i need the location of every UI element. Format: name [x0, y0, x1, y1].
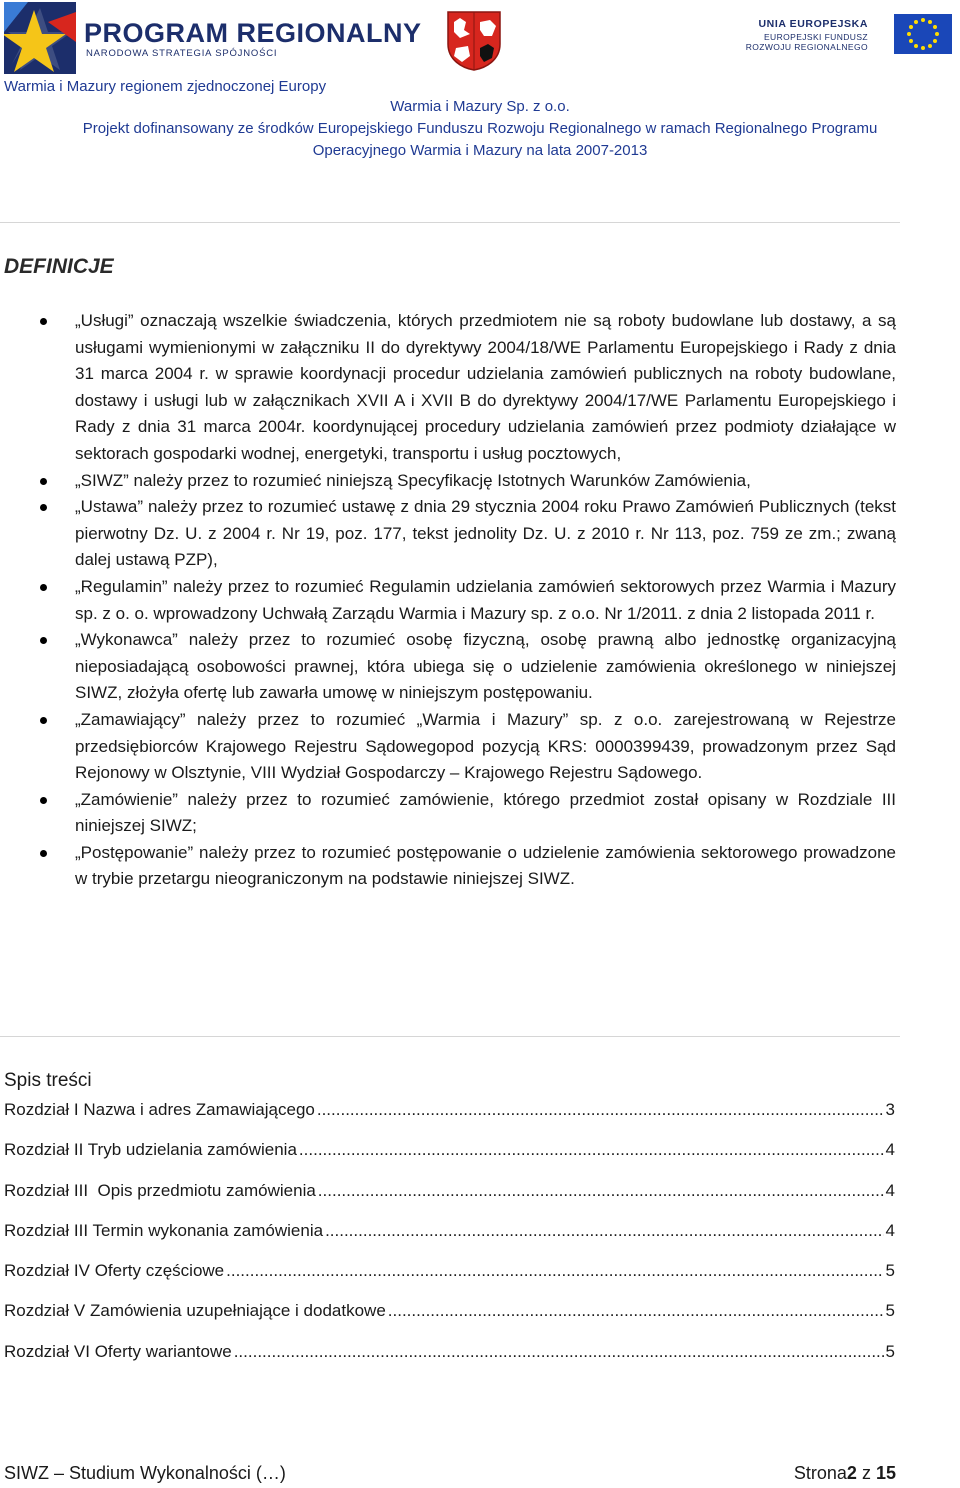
definition-item [0, 707, 896, 787]
bullet-icon [40, 797, 47, 804]
program-regionalny-title: PROGRAM REGIONALNY [84, 18, 422, 48]
toc-entry-page[interactable]: 4 [885, 1180, 895, 1200]
definition-text: „Zamawiający” należy przez to rozumieć „Warmia i Mazury” sp. z o.o. zarejestrowaną w Rejestrze przedsiębiorców Krajowego Rejestru Sądowegopod pozycją KRS: 0000399439, prowadzonym przez Sąd Rejonowy w Olsztynie, VIII Wydział Gospodarczy – Krajowego Rejestru Sądowego. [75, 709, 896, 783]
definition-text: „Wykonawca” należy przez to rozumieć osobę fizyczną, osobę prawną albo jednostkę organizacyjną nieposiadającą osobowości prawnej, która ubiega się o udzielenie zamówienia określonego w niniejszej SIWZ, złożyła ofertę lub zawarła umowę w niniejszym postępowaniu. [75, 630, 896, 703]
toc-entry-page[interactable]: 5 [885, 1301, 895, 1321]
definition-item [0, 308, 896, 468]
bullet-icon [40, 318, 47, 325]
definition-text: „Ustawa” należy przez to rozumieć ustawę z dnia 29 stycznia 2004 roku Prawo Zamówień Publicznych (tekst pierwotny Dz. U. z 2004 r. Nr 19, poz. 177, tekst jednolity Dz. U. z 2010 r. Nr 113, poz. 759 ze zm.; zwaną dalej ustawą PZP), [75, 497, 896, 570]
toc-leader-dots [318, 1181, 884, 1201]
definition-text: „Usługi” oznaczają wszelkie świadczenia, których przedmiotem nie są roboty budowlane lub dostawy, a są usługami wymienionymi w załączniku II do dyrektywy 2004/18/WE Parlamentu Europejskiego i Rady z dnia 31 marca 2004 r. w sprawie koordynacji procedur udzielania zamówień publicznych na roboty budowlane, dostawy i usługi lub w załącznikach XVII A i XVII B do dyrektywy 2004/17/WE Parlamentu Europejskiego i Rady z dnia 31 marca 2004r. koordynującej procedury udzielania zamówień przez podmioty działające w sektorach gospodarki wodnej, energetyki, transportu i usług pocztowych, [75, 311, 896, 463]
toc-entry-label[interactable]: Rozdział III Termin wykonania zamówienia [4, 1220, 324, 1240]
eu-flag-icon [894, 14, 952, 54]
bullet-icon [40, 717, 47, 724]
toc-leader-dots [226, 1261, 883, 1281]
toc-entry-label[interactable]: Rozdział IV Oferty częściowe [4, 1261, 225, 1281]
definition-text: „Zamówienie” należy przez to rozumieć zamówienie, którego przedmiot został opisany w Rozdziale III niniejszej SIWZ; [75, 789, 896, 836]
toc-entry[interactable] [4, 1140, 895, 1180]
toc-entry[interactable] [4, 1301, 895, 1341]
header-line-company: Warmia i Mazury Sp. z o.o. [390, 98, 570, 115]
eu-line-2: EUROPEJSKI FUNDUSZ [763, 32, 868, 42]
program-regionalny-star-icon [4, 2, 76, 74]
toc-leader-dots [234, 1342, 884, 1362]
toc-entry-page[interactable]: 4 [885, 1140, 895, 1160]
eu-line-1: UNIA EUROPEJSKA [758, 18, 868, 30]
program-regionalny-logo [4, 2, 422, 74]
bullet-icon [40, 637, 47, 644]
toc-entry-label[interactable]: Rozdział V Zamówienia uzupełniające i dodatkowe [4, 1301, 386, 1321]
bullet-icon [40, 504, 47, 511]
toc-entry[interactable] [4, 1100, 895, 1140]
definitions-list [0, 308, 960, 893]
toc-entry[interactable] [4, 1342, 895, 1382]
toc-leader-dots [325, 1221, 883, 1241]
warmia-mazury-crest-icon [444, 8, 504, 72]
definition-text: „Postępowanie” należy przez to rozumieć postępowanie o udzielenie zamówienia sektorowego prowadzone w trybie przetargu nieograniczonym na podstawie niniejszej SIWZ. [75, 842, 896, 889]
program-regionalny-subtitle: NARODOWA STRATEGIA SPÓJNOŚCI [86, 48, 278, 59]
toc-entry-page[interactable]: 5 [885, 1341, 895, 1361]
header-line-funding-2: Operacyjnego Warmia i Mazury na lata 2007-2013 [312, 142, 648, 159]
header-line-region-slogan: Warmia i Mazury regionem zjednoczonej Europy [4, 78, 327, 95]
table-of-contents [4, 1100, 895, 1382]
footer-page-current: 2 [846, 1463, 857, 1483]
definition-item [0, 574, 896, 627]
bullet-icon [40, 584, 47, 591]
eu-fund-text [746, 18, 868, 52]
toc-entry[interactable] [4, 1261, 895, 1301]
toc-entry-label[interactable]: Rozdział VI Oferty wariantowe [4, 1341, 232, 1361]
toc-entry[interactable] [4, 1181, 895, 1221]
toc-entry-label[interactable]: Rozdział III Opis przedmiotu zamówienia [4, 1180, 316, 1200]
bullet-icon [40, 478, 47, 485]
definition-item [0, 787, 896, 840]
definition-item [0, 840, 896, 893]
eu-fund-logo [736, 14, 956, 58]
toc-entry-page[interactable]: 5 [885, 1261, 895, 1281]
definitions-heading: DEFINICJE [4, 255, 114, 278]
footer-page-number [794, 1463, 896, 1484]
footer-page-total: 15 [875, 1463, 896, 1483]
toc-entry-page[interactable]: 3 [885, 1100, 895, 1119]
header-divider [0, 222, 900, 223]
toc-leader-dots [299, 1140, 884, 1160]
toc-entry-label[interactable]: Rozdział II Tryb udzielania zamówienia [4, 1140, 297, 1160]
footer-page-label: Strona [793, 1463, 847, 1483]
toc-entry-label[interactable]: Rozdział I Nazwa i adres Zamawiającego [4, 1100, 315, 1119]
eu-line-3: ROZWOJU REGIONALNEGO [745, 42, 868, 52]
header-line-funding-1: Projekt dofinansowany ze środków Europejskiego Funduszu Rozwoju Regionalnego w ramach Regionalnego Programu [82, 120, 878, 137]
definition-item [0, 627, 896, 707]
toc-entry-page[interactable]: 4 [885, 1220, 895, 1240]
toc-title: Spis treści [4, 1070, 92, 1091]
definition-text: „Regulamin” należy przez to rozumieć Regulamin udzielania zamówień sektorowych przez Warmia i Mazury sp. z o. o. wprowadzony Uchwałą Zarządu Warmia i Mazury sp. z o.o. Nr 1/2011. z dnia 2 listopada 2011 r. [75, 576, 896, 623]
definition-item [0, 468, 896, 495]
footer-page-separator: z [861, 1463, 871, 1483]
bullet-icon [40, 850, 47, 857]
toc-entry[interactable] [4, 1221, 895, 1261]
toc-leader-dots [317, 1100, 884, 1120]
section-divider [0, 1036, 900, 1037]
definition-text: „SIWZ” należy przez to rozumieć niniejszą Specyfikację Istotnych Warunków Zamówienia, [75, 470, 751, 490]
footer-document-title: SIWZ – Studium Wykonalności (…) [4, 1463, 286, 1483]
toc-leader-dots [388, 1301, 884, 1321]
definition-item [0, 494, 896, 574]
